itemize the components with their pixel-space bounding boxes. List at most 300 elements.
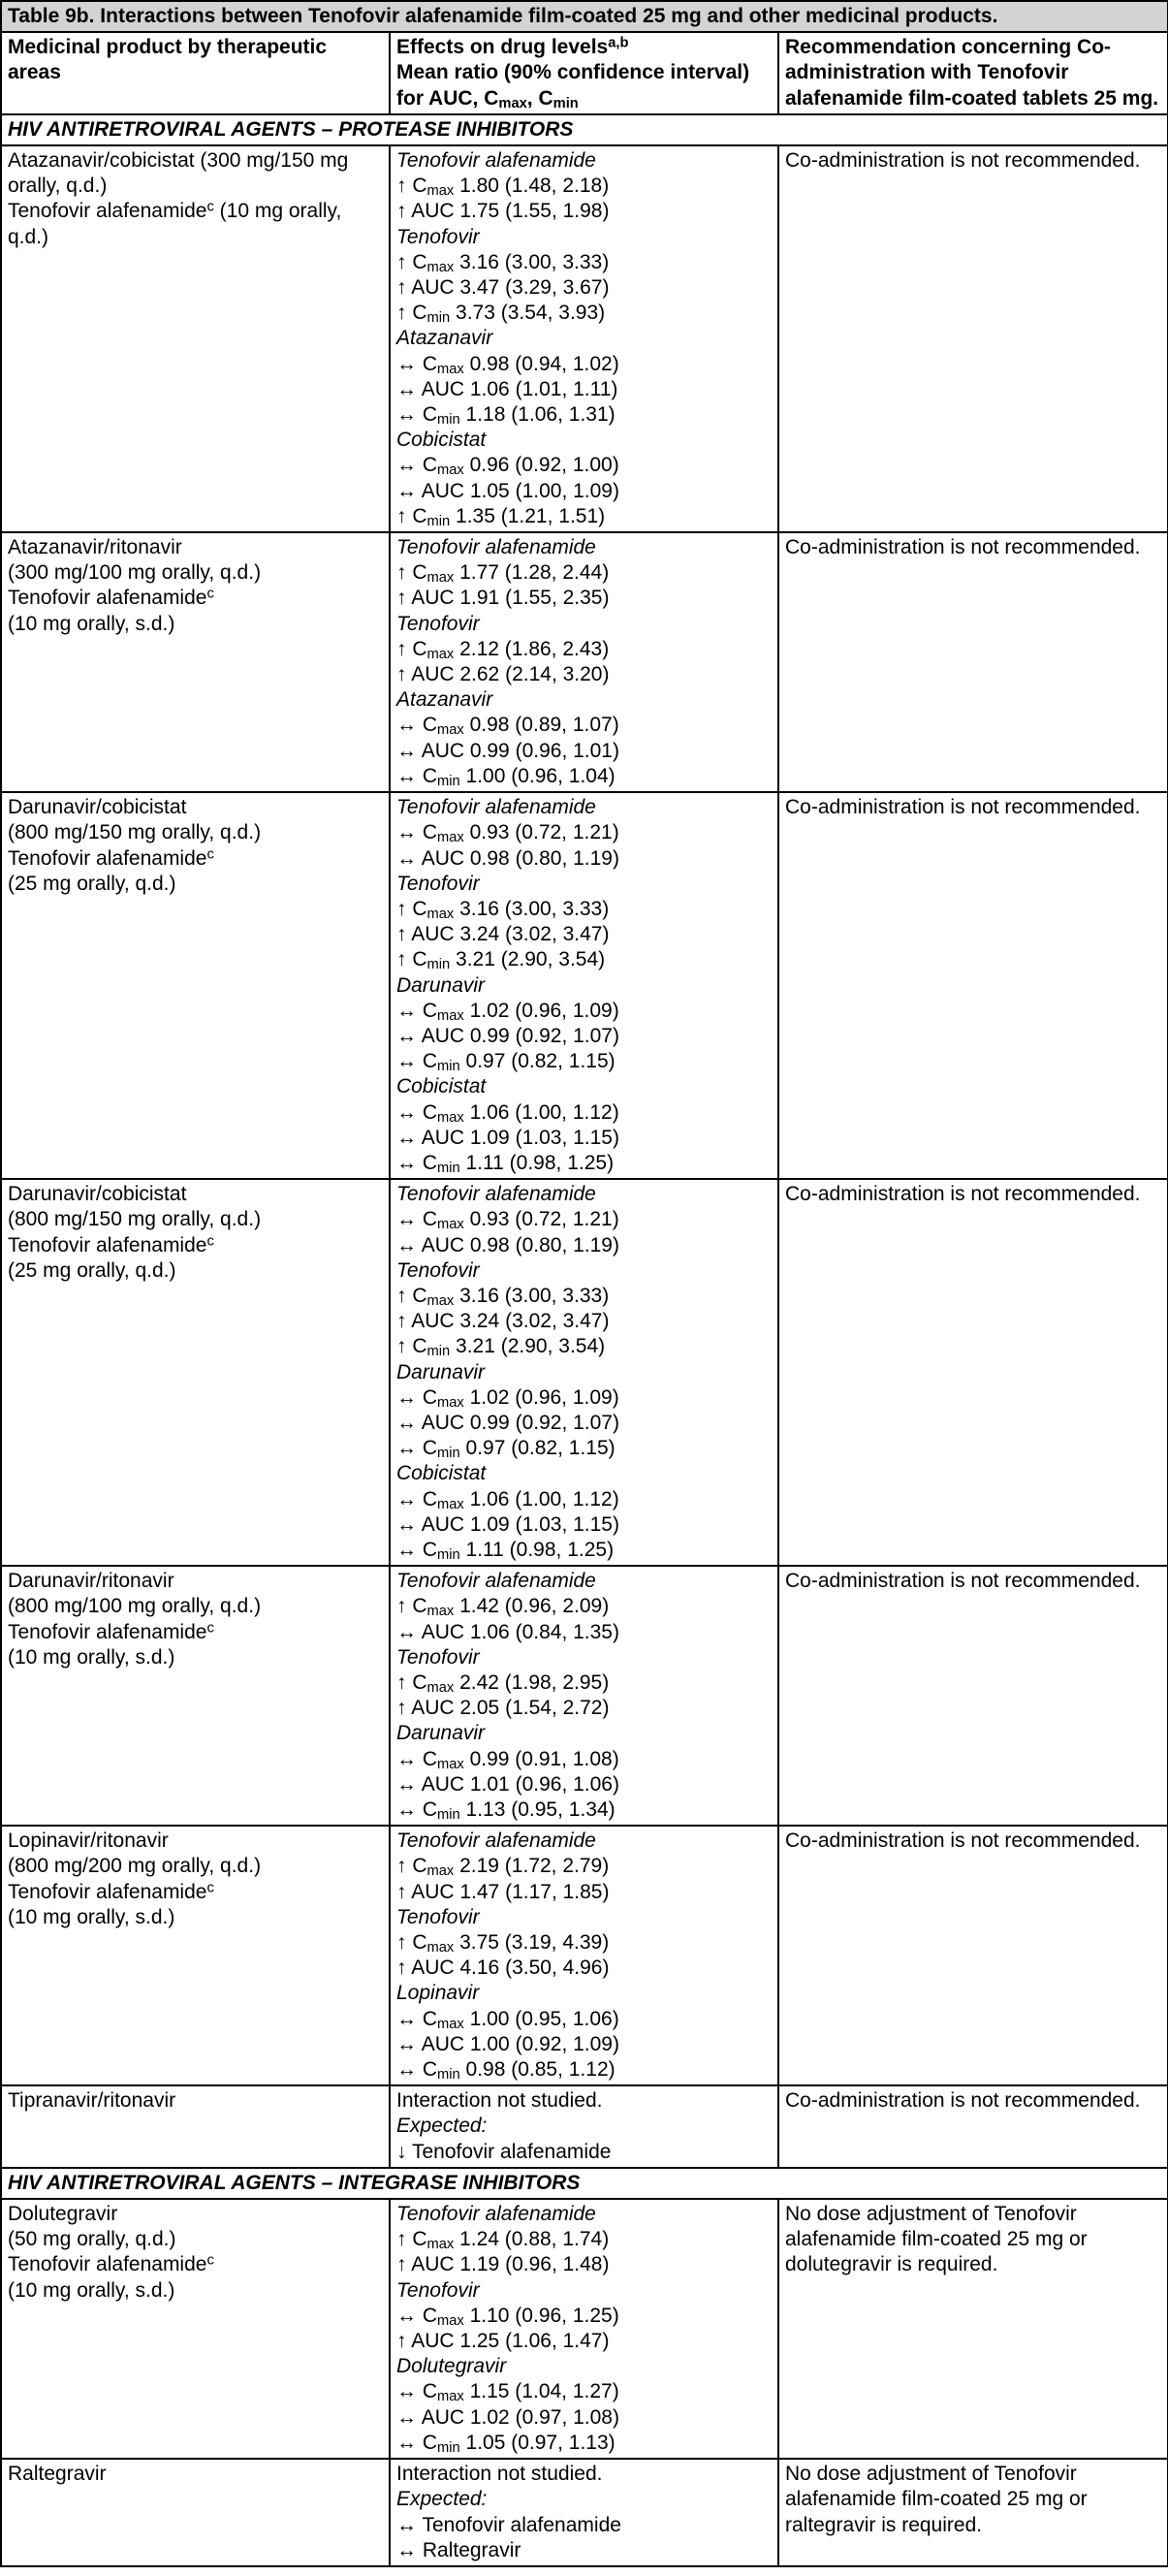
product-line <box>8 1829 383 1854</box>
ratio-value: 1.91 (1.55, 2.35) <box>454 587 610 610</box>
product-text: Tenofovir alafenamide <box>8 1620 207 1643</box>
direction-arrow-icon: ↔ <box>396 1772 417 1796</box>
pk-parameter-subscript: max <box>426 1679 455 1696</box>
direction-arrow-icon: ↑ <box>396 1671 407 1694</box>
ratio-value: 3.16 (3.00, 3.33) <box>454 897 610 920</box>
drug-subheading: Darunavir <box>396 1360 486 1383</box>
product-line <box>8 846 383 872</box>
direction-arrow-icon: ↑ <box>396 923 407 946</box>
drug-subheading: Tenofovir alafenamide <box>396 2203 596 2226</box>
pk-parameter: C <box>412 1284 427 1307</box>
ratio-value: 1.09 (1.03, 1.15) <box>464 1126 619 1149</box>
product-text: Tenofovir alafenamide <box>8 1880 207 1903</box>
ratio-value: 1.00 (0.95, 1.06) <box>463 2007 619 2030</box>
effect-value-line <box>396 1487 772 1512</box>
table-row <box>1 2459 1168 2566</box>
footnote-marker: c <box>206 1619 214 1636</box>
direction-arrow-icon: ↔ <box>396 2405 417 2429</box>
product-line <box>8 535 383 560</box>
pk-parameter: C <box>412 1671 427 1694</box>
direction-arrow-icon: ↑ <box>396 561 407 585</box>
direction-arrow-icon: ↑ <box>396 1931 407 1955</box>
direction-arrow-icon: ↑ <box>396 637 407 660</box>
direction-arrow-icon: ↔ <box>396 1487 417 1511</box>
pk-parameter: AUC <box>411 1880 455 1903</box>
pk-parameter: AUC <box>411 1697 455 1720</box>
ratio-value: 1.00 (0.96, 1.04) <box>459 764 616 787</box>
drug-subheading: Atazanavir <box>396 688 493 712</box>
product-text: Lopinavir/ritonavir <box>8 1829 169 1853</box>
effect-value-line <box>396 1956 772 1981</box>
section-title: HIV ANTIRETROVIRAL AGENTS – PROTEASE INHIBITORS <box>1 114 1168 145</box>
ratio-value: 0.98 (0.94, 1.02) <box>463 352 619 375</box>
pk-parameter: AUC <box>411 1310 455 1333</box>
direction-arrow-icon: ↔ <box>396 1100 417 1124</box>
effect-value-line <box>396 662 772 687</box>
effect-value-line <box>396 1538 772 1563</box>
pk-parameter-subscript: max <box>437 2389 464 2405</box>
pk-parameter-subscript: max <box>437 2016 464 2032</box>
product-line <box>8 2252 383 2277</box>
effect-value-line <box>396 2252 772 2277</box>
pk-parameter-subscript: max <box>437 462 464 479</box>
drug-subheading: Lopinavir <box>396 1982 480 2005</box>
effects-cell <box>390 2199 778 2459</box>
ratio-value: 2.42 (1.98, 2.95) <box>454 1671 610 1694</box>
ratio-value: 4.16 (3.50, 4.96) <box>454 1956 610 1980</box>
product-line <box>8 612 383 637</box>
direction-arrow-icon: ↑ <box>396 948 407 971</box>
pk-parameter: AUC <box>421 2032 465 2055</box>
ratio-value: 0.99 (0.92, 1.07) <box>464 1411 619 1434</box>
ratio-value: 0.99 (0.96, 1.01) <box>464 739 619 762</box>
pk-parameter: C <box>422 2380 438 2403</box>
product-line <box>8 1182 383 1207</box>
ratio-value: 1.80 (1.48, 2.18) <box>454 175 610 198</box>
effect-value-line <box>396 739 772 764</box>
effect-value-line <box>396 377 772 402</box>
effect-value-line <box>396 453 772 478</box>
footnote-marker: c <box>206 1880 214 1896</box>
ratio-value: 1.00 (0.92, 1.09) <box>464 2032 619 2055</box>
product-text: Tenofovir alafenamide <box>8 200 207 223</box>
pk-parameter-subscript: max <box>437 1756 464 1772</box>
direction-arrow-icon: ↔ <box>396 403 417 427</box>
ratio-value: 1.47 (1.17, 1.85) <box>454 1880 610 1903</box>
product-text: Tenofovir alafenamide <box>8 1233 207 1256</box>
pk-parameter: C <box>412 1931 427 1955</box>
effect-value-line <box>396 1309 772 1334</box>
pk-parameter: C <box>422 352 438 375</box>
pk-parameter: C <box>422 2058 438 2082</box>
effect-value-line <box>396 402 772 428</box>
direction-arrow-icon: ↔ <box>396 2538 417 2561</box>
effect-value-line <box>396 586 772 611</box>
product-text: Tenofovir alafenamide <box>8 587 207 610</box>
direction-arrow-icon: ↔ <box>396 1437 417 1460</box>
drug-subheading: Tenofovir <box>396 1905 480 1928</box>
direction-arrow-icon: ↔ <box>396 821 417 844</box>
pk-parameter-subscript: max <box>426 1292 455 1309</box>
pk-parameter: C <box>422 2007 438 2030</box>
direction-arrow-icon: ↑ <box>396 250 407 273</box>
footnote-marker: c <box>206 845 214 862</box>
product-text: (800 mg/100 mg orally, q.d.) <box>8 1595 262 1618</box>
medicinal-product-cell <box>1 1179 390 1566</box>
ratio-value: 1.05 (1.00, 1.09) <box>464 479 619 502</box>
direction-arrow-icon: ↔ <box>396 2513 417 2536</box>
ratio-value: 1.02 (0.97, 1.08) <box>464 2405 619 2429</box>
effect-value-line <box>396 479 772 504</box>
drug-subheading: Atazanavir <box>396 327 493 350</box>
drug-subheading: Tenofovir <box>396 612 480 635</box>
table-row <box>1 792 1168 1179</box>
pk-parameter: AUC <box>411 2253 455 2276</box>
product-line <box>8 199 383 249</box>
effect-value-line <box>396 2431 772 2456</box>
direction-arrow-icon: ↔ <box>396 1620 417 1643</box>
effect-value-line <box>396 1594 772 1619</box>
pk-parameter-subscript: min <box>426 310 451 327</box>
recommendation-cell: No dose adjustment of Tenofovir alafenamide film-coated 25 mg or dolutegravir is required. <box>778 2199 1168 2459</box>
direction-arrow-icon: ↔ <box>396 1024 417 1047</box>
pk-parameter-subscript: max <box>437 1007 464 1024</box>
effect-value-line <box>396 999 772 1024</box>
header-effects-line1: Effects on drug levels$^{a,b}$ <box>396 35 629 59</box>
pk-parameter-subscript: max <box>426 1939 455 1956</box>
product-text: (800 mg/150 mg orally, q.d.) <box>8 1208 262 1231</box>
effect-value-line <box>396 764 772 789</box>
product-text: (10 mg orally, s.d.) <box>8 612 175 635</box>
drug-subheading: Tenofovir <box>396 2278 480 2302</box>
effect-value-line <box>396 2304 772 2329</box>
drug-subheading: Tenofovir alafenamide <box>396 536 596 559</box>
direction-arrow-icon: ↑ <box>396 1595 407 1618</box>
product-text: (300 mg/100 mg orally, q.d.) <box>8 561 262 585</box>
direction-arrow-icon: ↔ <box>396 352 417 375</box>
product-line <box>8 2088 383 2114</box>
ratio-value: 1.42 (0.96, 2.09) <box>454 1595 610 1618</box>
direction-arrow-icon: ↔ <box>396 1747 417 1770</box>
ratio-value: 1.13 (0.95, 1.34) <box>459 1798 616 1822</box>
pk-parameter: AUC <box>411 1956 455 1980</box>
table-row <box>1 2085 1168 2168</box>
effect-value-line <box>396 2227 772 2252</box>
ratio-value: 2.12 (1.86, 2.43) <box>454 637 610 660</box>
effect-value-line <box>396 1930 772 1956</box>
direction-arrow-icon: ↑ <box>396 175 407 198</box>
medicinal-product-cell <box>1 1566 390 1826</box>
pk-parameter-subscript: max <box>437 1217 464 1233</box>
effect-value-line <box>396 1854 772 1879</box>
medicinal-product-cell <box>1 792 390 1179</box>
direction-arrow-icon: ↔ <box>396 1411 417 1434</box>
drug-subheading: Tenofovir <box>396 872 480 895</box>
effect-value-line <box>396 897 772 922</box>
pk-parameter: C <box>412 1595 427 1618</box>
pk-parameter: AUC <box>411 276 455 300</box>
effect-value-line <box>396 922 772 947</box>
drug-subheading: Cobicistat <box>396 1075 487 1098</box>
effects-cell <box>390 1179 778 1566</box>
product-line <box>8 1854 383 1879</box>
product-line <box>8 1620 383 1645</box>
ratio-value: 0.98 (0.80, 1.19) <box>464 1233 619 1256</box>
ratio-value: 1.35 (1.21, 1.51) <box>450 504 606 527</box>
effects-cell <box>390 1566 778 1826</box>
effect-value-line <box>396 1747 772 1772</box>
effect-value-line <box>396 1049 772 1074</box>
effect-value-line <box>396 637 772 662</box>
direction-arrow-icon: ↑ <box>396 200 407 223</box>
ratio-value: 0.99 (0.92, 1.07) <box>464 1024 619 1047</box>
pk-parameter: C <box>422 1050 438 1073</box>
pk-parameter: AUC <box>421 1233 465 1256</box>
product-text: Darunavir/cobicistat <box>8 1183 187 1206</box>
product-line <box>8 1594 383 1619</box>
ratio-value: 3.73 (3.54, 3.93) <box>450 302 606 325</box>
direction-arrow-icon: ↔ <box>396 1385 417 1409</box>
header-effects <box>390 32 778 114</box>
ratio-value: 2.19 (1.72, 2.79) <box>454 1855 610 1878</box>
ratio-value: 1.10 (0.96, 1.25) <box>463 2304 619 2327</box>
direction-arrow-icon: ↔ <box>396 1208 417 1231</box>
effect-value-line <box>396 820 772 845</box>
table-body <box>1 114 1168 2566</box>
direction-arrow-icon: ↑ <box>396 1880 407 1903</box>
table-row <box>1 1566 1168 1826</box>
direction-arrow-icon: ↔ <box>396 479 417 502</box>
section-header-row <box>1 114 1168 145</box>
product-line <box>8 2278 383 2304</box>
pk-parameter: AUC <box>411 2330 455 2353</box>
ratio-value: 3.24 (3.02, 3.47) <box>454 1310 610 1333</box>
product-line <box>8 560 383 586</box>
ratio-value: 1.11 (0.98, 1.25) <box>459 1538 615 1561</box>
pk-parameter: AUC <box>421 1024 465 1047</box>
ratio-value: 1.15 (1.04, 1.27) <box>463 2380 619 2403</box>
product-text: (10 mg orally, s.d.) <box>8 2278 175 2302</box>
pk-parameter: C <box>422 999 438 1022</box>
direction-arrow-icon: ↔ <box>396 764 417 787</box>
table-row <box>1 532 1168 792</box>
pk-parameter: AUC <box>421 1620 465 1643</box>
direction-arrow-icon: ↑ <box>396 1310 407 1333</box>
table-caption: Table 9b. Interactions between Tenofovir alafenamide film-coated 25 mg and other medicinal products. <box>1 1 1168 32</box>
effect-value-line <box>396 2057 772 2083</box>
pk-parameter-subscript: min <box>437 1546 460 1563</box>
effect-value-line <box>396 1797 772 1823</box>
product-text: Tenofovir alafenamide <box>8 2253 207 2276</box>
pk-parameter: AUC <box>421 1772 465 1796</box>
pk-parameter: C <box>412 1855 427 1878</box>
ratio-value: 0.98 (0.80, 1.19) <box>464 846 619 870</box>
pk-parameter: AUC <box>411 923 455 946</box>
product-text-after: (10 mg orally, q.d.) <box>8 200 342 248</box>
pk-parameter: C <box>412 302 427 325</box>
pk-parameter: AUC <box>411 200 455 223</box>
header-medicinal-product: Medicinal product by therapeutic areas <box>1 32 390 114</box>
effect-value-line <box>396 1880 772 1905</box>
pk-parameter: C <box>422 1385 438 1409</box>
product-text: Tipranavir/ritonavir <box>8 2089 176 2113</box>
recommendation-cell: No dose adjustment of Tenofovir alafenamide film-coated 25 mg or raltegravir is required. <box>778 2459 1168 2566</box>
direction-arrow-icon: ↑ <box>396 587 407 610</box>
pk-parameter: C <box>412 948 427 971</box>
direction-arrow-icon: ↑ <box>396 2228 407 2251</box>
pk-parameter: C <box>412 561 427 585</box>
product-line <box>8 795 383 820</box>
direction-arrow-icon: ↔ <box>396 2032 417 2055</box>
recommendation-cell: Co-administration is not recommended. <box>778 2085 1168 2168</box>
ratio-value: 0.99 (0.91, 1.08) <box>463 1747 619 1770</box>
effect-value-line <box>396 2329 772 2354</box>
effect-value-line <box>396 275 772 301</box>
pk-parameter-subscript: max <box>437 1496 464 1512</box>
effect-value-line <box>396 1233 772 1258</box>
medicinal-product-cell <box>1 532 390 792</box>
drug-subheading: Tenofovir <box>396 225 480 248</box>
pk-parameter-subscript: max <box>426 906 455 922</box>
table-row <box>1 2199 1168 2459</box>
pk-parameter: C <box>412 2228 427 2251</box>
effect-value-line <box>396 2007 772 2032</box>
pk-parameter-subscript: max <box>437 1109 464 1126</box>
pk-parameter: C <box>422 454 438 477</box>
effect-value-line <box>396 2032 772 2057</box>
pk-parameter-subscript: max <box>426 646 455 662</box>
direction-arrow-icon: ↓ <box>396 2140 407 2163</box>
pk-parameter: Tenofovir alafenamide <box>422 2513 621 2536</box>
pk-parameter-subscript: min <box>437 773 460 789</box>
ratio-value: 1.06 (0.84, 1.35) <box>464 1620 619 1643</box>
section-header-row <box>1 2168 1168 2199</box>
ratio-value: 0.97 (0.82, 1.15) <box>459 1050 616 1073</box>
pk-parameter-subscript: max <box>437 361 464 377</box>
product-line <box>8 2462 383 2487</box>
drug-subheading: Tenofovir alafenamide <box>396 1570 596 1593</box>
drug-subheading: Darunavir <box>396 1722 486 1745</box>
direction-arrow-icon: ↔ <box>396 714 417 737</box>
pk-parameter: C <box>422 714 438 737</box>
ratio-value: 3.16 (3.00, 3.33) <box>454 1284 610 1307</box>
drug-subheading: Expected: <box>396 2115 488 2138</box>
pk-parameter: C <box>412 637 427 660</box>
effects-cell <box>390 145 778 532</box>
effect-value-line <box>396 1207 772 1232</box>
pk-parameter: C <box>422 821 438 844</box>
effect-value-line <box>396 1670 772 1696</box>
product-line <box>8 1233 383 1258</box>
effect-value-line <box>396 713 772 738</box>
pk-parameter: AUC <box>421 1512 465 1536</box>
product-text: Dolutegravir <box>8 2203 118 2226</box>
ratio-value: 0.93 (0.72, 1.21) <box>463 1208 619 1231</box>
ratio-value: 0.98 (0.85, 1.12) <box>459 2058 616 2082</box>
effect-value-line <box>396 1334 772 1359</box>
effect-value-line <box>396 947 772 972</box>
effect-value-line <box>396 301 772 326</box>
effect-value-line <box>396 1411 772 1436</box>
drug-subheading: Darunavir <box>396 973 486 997</box>
direction-arrow-icon: ↔ <box>396 1151 417 1174</box>
product-line <box>8 1569 383 1594</box>
pk-parameter: C <box>412 1335 427 1358</box>
product-text: Raltegravir <box>8 2463 107 2486</box>
effect-value-line <box>396 2405 772 2431</box>
pk-parameter: AUC <box>421 1126 465 1149</box>
ratio-value: 1.02 (0.96, 1.09) <box>463 999 619 1022</box>
direction-arrow-icon: ↔ <box>396 2304 417 2327</box>
pk-parameter: Raltegravir <box>422 2538 521 2561</box>
direction-arrow-icon: ↑ <box>396 663 407 686</box>
pk-parameter-subscript: min <box>437 411 460 428</box>
ratio-value: 1.02 (0.96, 1.09) <box>463 1385 619 1409</box>
effects-cell <box>390 2459 778 2566</box>
pk-parameter-subscript: min <box>437 1446 460 1462</box>
recommendation-cell: Co-administration is not recommended. <box>778 532 1168 792</box>
direction-arrow-icon: ↔ <box>396 999 417 1022</box>
effect-note: Interaction not studied. <box>396 2463 603 2486</box>
effect-value-line <box>396 1024 772 1049</box>
ratio-value: 3.21 (2.90, 3.54) <box>450 948 606 971</box>
direction-arrow-icon: ↑ <box>396 1335 407 1358</box>
product-text: Tenofovir alafenamide <box>8 846 207 870</box>
drug-subheading: Cobicistat <box>396 429 487 452</box>
product-line <box>8 148 383 199</box>
direction-arrow-icon: ↔ <box>396 2380 417 2403</box>
effect-value-line <box>396 846 772 872</box>
pk-parameter-subscript: min <box>437 1160 460 1176</box>
drug-subheading: Tenofovir <box>396 1645 480 1669</box>
effect-value-line <box>396 1772 772 1797</box>
direction-arrow-icon: ↔ <box>396 1512 417 1536</box>
pk-parameter-subscript: max <box>426 1863 455 1880</box>
effect-value-line <box>396 560 772 586</box>
effect-value-line <box>396 2379 772 2404</box>
pk-parameter-subscript: min <box>426 513 451 529</box>
ratio-value: 1.01 (0.96, 1.06) <box>464 1772 619 1796</box>
ratio-value: 1.06 (1.00, 1.12) <box>463 1487 619 1511</box>
table-header-row <box>1 32 1168 114</box>
pk-parameter: AUC <box>421 479 465 502</box>
table-row <box>1 145 1168 532</box>
ratio-value: 1.06 (1.00, 1.12) <box>463 1100 619 1124</box>
direction-arrow-icon: ↔ <box>396 739 417 762</box>
ratio-value: 1.09 (1.03, 1.15) <box>464 1512 619 1536</box>
ratio-value: 1.77 (1.28, 2.44) <box>454 561 610 585</box>
drug-subheading: Cobicistat <box>396 1462 487 1485</box>
footnote-marker: c <box>206 1232 214 1249</box>
effects-cell <box>390 1826 778 2085</box>
effect-note: Interaction not studied. <box>396 2089 603 2113</box>
medicinal-product-cell <box>1 2199 390 2459</box>
direction-arrow-icon: ↑ <box>396 897 407 920</box>
effect-value-line <box>396 352 772 377</box>
direction-arrow-icon: ↔ <box>396 1233 417 1256</box>
pk-parameter: C <box>422 1747 438 1770</box>
effect-value-line <box>396 504 772 529</box>
pk-parameter-subscript: min <box>437 2439 460 2456</box>
product-line <box>8 586 383 611</box>
ratio-value: 1.75 (1.55, 1.98) <box>454 200 610 223</box>
pk-parameter-subscript: max <box>426 1604 455 1620</box>
section-title: HIV ANTIRETROVIRAL AGENTS – INTEGRASE INHIBITORS <box>1 2168 1168 2199</box>
direction-arrow-icon: ↔ <box>396 2058 417 2082</box>
ratio-value: 3.47 (3.29, 3.67) <box>454 276 610 300</box>
ratio-value: 0.93 (0.72, 1.21) <box>463 821 619 844</box>
pk-parameter: AUC <box>421 1411 465 1434</box>
